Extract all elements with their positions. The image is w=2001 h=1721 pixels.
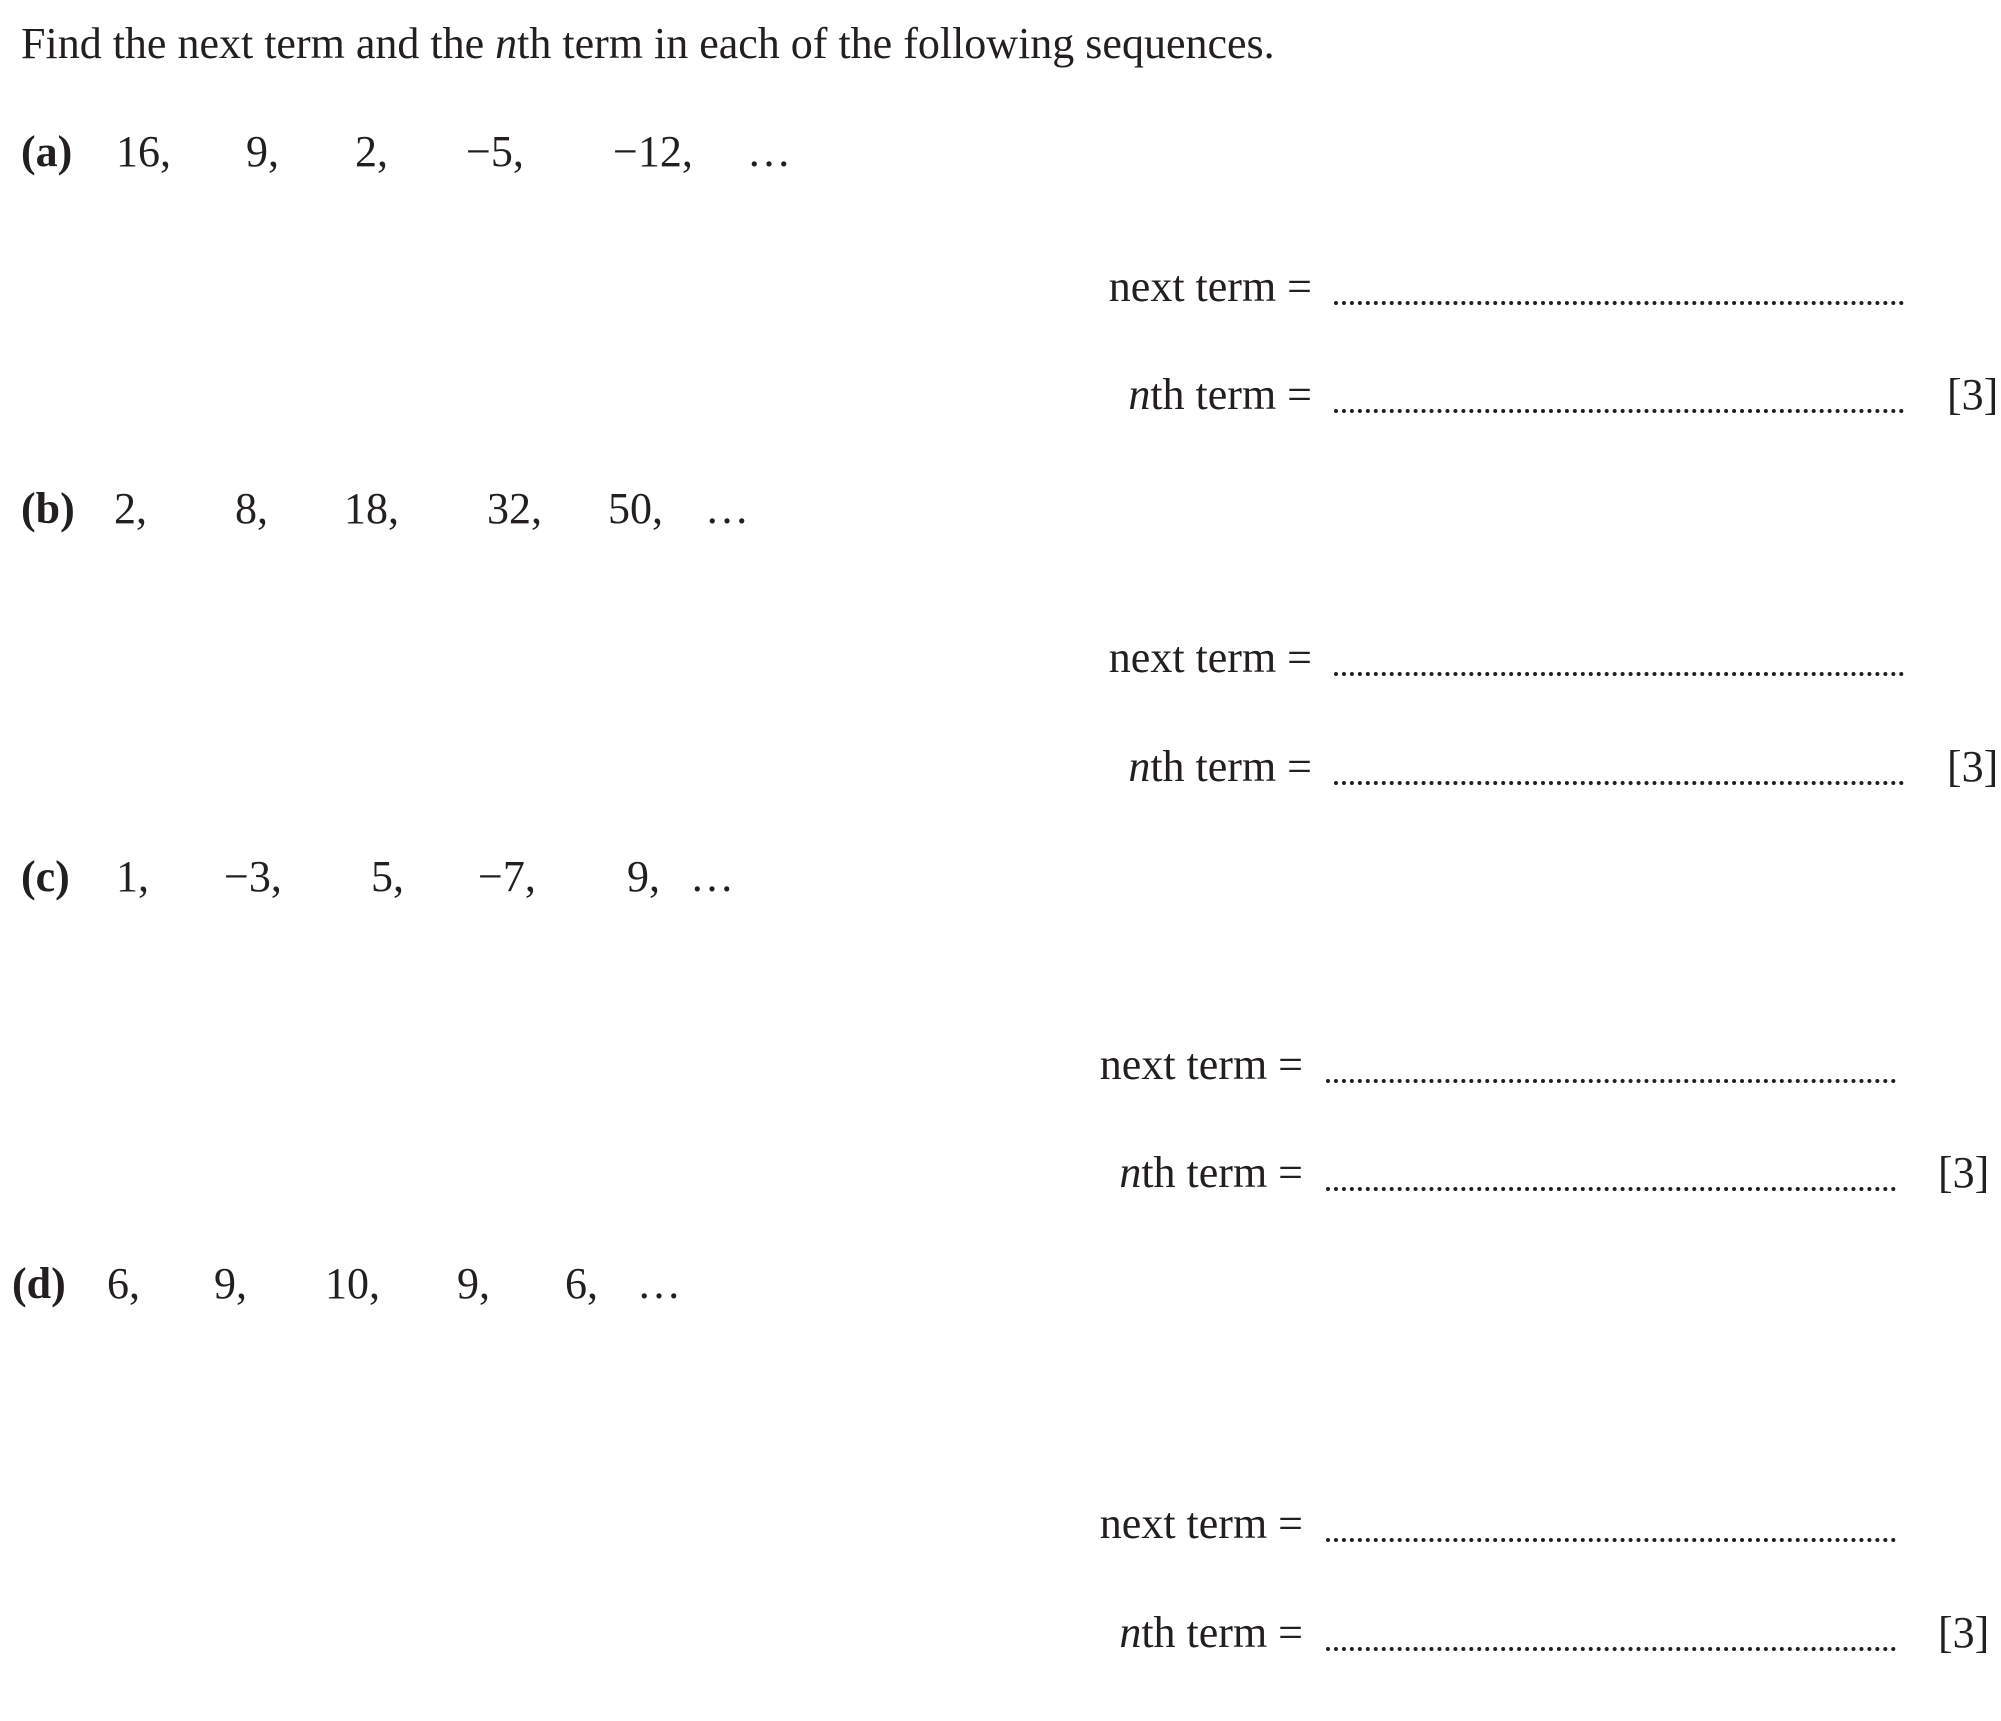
nth-variable: n [1128, 742, 1151, 791]
sequence-term: 6, [565, 1259, 598, 1308]
sequence-term: −7, [478, 852, 536, 901]
part-b-next-term-line [0, 628, 2001, 688]
nth-variable: n [1119, 1608, 1142, 1657]
sequence-ellipsis: … [747, 127, 791, 176]
answer-dotted-line[interactable] [1334, 737, 1904, 797]
instruction-text-before: Find the next term and the [21, 19, 496, 68]
question-instruction [21, 14, 1275, 74]
part-c-next-term-line [0, 1035, 2001, 1095]
sequence-term: 9, [457, 1259, 490, 1308]
part-label: (a) [21, 127, 73, 176]
sequence-term: 18, [344, 484, 399, 533]
nth-term-label [1128, 737, 1312, 797]
nth-variable: n [1128, 370, 1151, 419]
instruction-variable: n [495, 19, 518, 68]
part-b-nth-term-line [0, 737, 2001, 797]
sequence-term: 8, [235, 484, 268, 533]
sequence-term: 9, [627, 852, 660, 901]
next-term-label: next term = [1099, 1040, 1303, 1089]
marks-label: [3] [1938, 1608, 1990, 1657]
part-c-sequence [0, 847, 900, 907]
nth-term-label-rest: th term = [1150, 370, 1312, 419]
next-term-label: next term = [1099, 1499, 1303, 1548]
sequence-term: 9, [246, 127, 279, 176]
part-a-nth-term-line [0, 365, 2001, 425]
part-d-next-term-line [0, 1494, 2001, 1554]
sequence-term: 16, [116, 127, 171, 176]
part-label: (d) [12, 1259, 66, 1308]
nth-term-label [1119, 1603, 1303, 1663]
part-a-next-term-line [0, 257, 2001, 317]
answer-dotted-line[interactable] [1326, 1494, 1896, 1554]
nth-term-label-rest: th term = [1141, 1608, 1303, 1657]
marks-label: [3] [1938, 1148, 1990, 1197]
nth-term-label [1119, 1143, 1303, 1203]
part-b-sequence [0, 479, 900, 539]
instruction-text-after: th term in each of the following sequences. [517, 19, 1275, 68]
sequence-term: 2, [114, 484, 147, 533]
answer-dotted-line[interactable] [1334, 628, 1904, 688]
answer-dotted-line[interactable] [1326, 1035, 1896, 1095]
part-d-sequence [0, 1254, 900, 1314]
part-d-nth-term-line [0, 1603, 2001, 1663]
answer-dotted-line[interactable] [1326, 1603, 1896, 1663]
next-term-label: next term = [1108, 262, 1312, 311]
sequence-ellipsis: … [637, 1259, 681, 1308]
part-a-sequence [0, 122, 900, 182]
sequence-term: 50, [608, 484, 663, 533]
sequence-term: 9, [214, 1259, 247, 1308]
sequence-ellipsis: … [690, 852, 734, 901]
marks-label: [3] [1947, 742, 1999, 791]
sequence-term: 32, [487, 484, 542, 533]
part-label: (c) [21, 852, 70, 901]
part-c-nth-term-line [0, 1143, 2001, 1203]
sequence-term: 5, [371, 852, 404, 901]
nth-term-label-rest: th term = [1141, 1148, 1303, 1197]
next-term-label: next term = [1108, 633, 1312, 682]
sequence-term: 6, [107, 1259, 140, 1308]
nth-variable: n [1119, 1148, 1142, 1197]
answer-dotted-line[interactable] [1334, 365, 1904, 425]
marks-label: [3] [1947, 370, 1999, 419]
answer-dotted-line[interactable] [1334, 257, 1904, 317]
sequence-term: −3, [224, 852, 282, 901]
sequence-term: −12, [613, 127, 693, 176]
answer-dotted-line[interactable] [1326, 1143, 1896, 1203]
sequence-term: 1, [116, 852, 149, 901]
sequence-ellipsis: … [705, 484, 749, 533]
sequence-term: −5, [466, 127, 524, 176]
nth-term-label [1128, 365, 1312, 425]
sequence-term: 10, [325, 1259, 380, 1308]
part-label: (b) [21, 484, 75, 533]
sequence-term: 2, [355, 127, 388, 176]
nth-term-label-rest: th term = [1150, 742, 1312, 791]
